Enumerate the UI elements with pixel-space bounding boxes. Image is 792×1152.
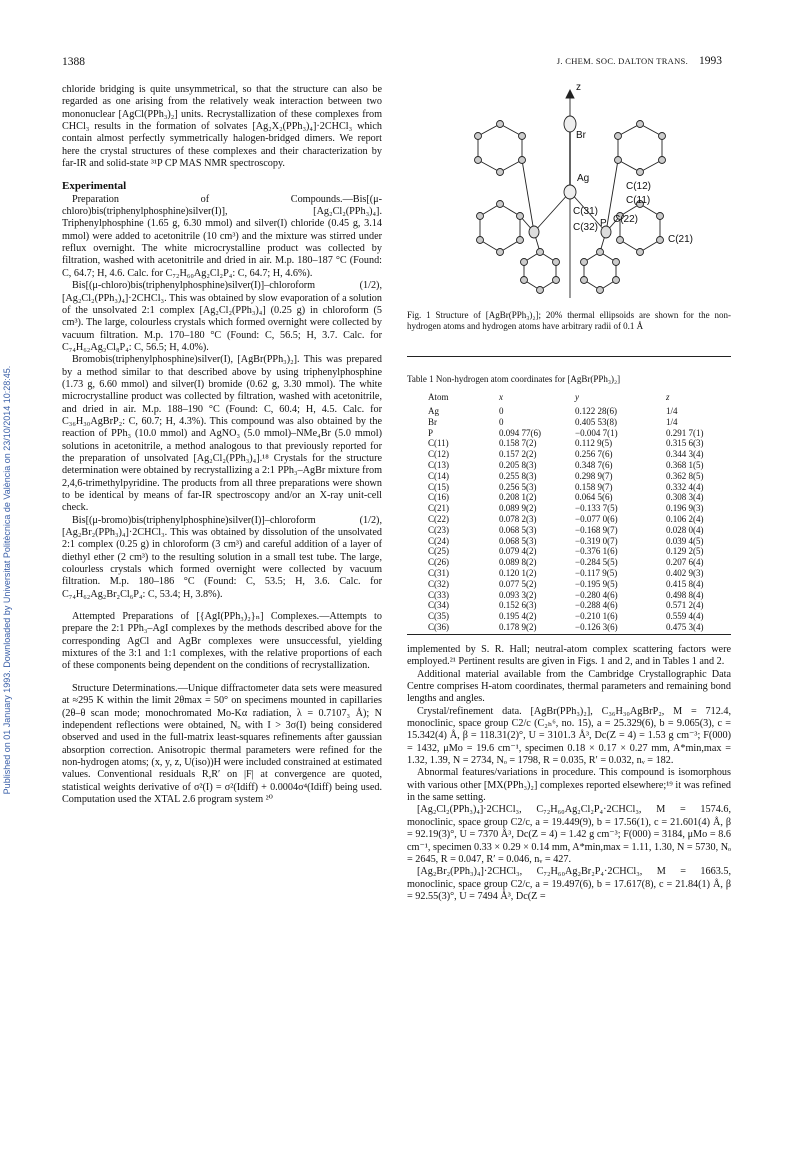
phenyl-ring-1 (618, 124, 662, 172)
col-header-atom: Atom (428, 392, 449, 402)
cell-x: 0.208 1(2) (499, 492, 537, 503)
download-notice[interactable]: Published on 01 January 1993. Downloaded by Universitat Politècnica de València on 23/10/2014 10:28:45. (2, 365, 12, 795)
z-axis-arrow (566, 90, 574, 98)
table-row (407, 525, 731, 536)
table-row (407, 482, 731, 493)
cell-atom: C(15) (428, 481, 449, 492)
p-atom-mirror (529, 226, 539, 238)
cell-atom: C(35) (428, 611, 449, 622)
cell-atom: P (428, 427, 434, 438)
cell-x: 0.255 8(3) (499, 470, 537, 481)
table-row (407, 600, 731, 611)
cell-x: 0.089 8(2) (499, 557, 537, 568)
table-row (407, 406, 731, 417)
label-c11: C(11) (626, 195, 651, 206)
cell-atom: C(31) (428, 567, 449, 578)
chloro-solvate-data-paragraph: [Ag₂Cl₂(PPh₃)₄]·2CHCl₃, C₇₂H₆₀Ag₂Cl₂P₄·2CHCl₃, M = 1574.6, monoclinic, space group C2/c, a = 19.449(9), b = 17.56(1), c = 21.601(4) Å, β = 92.19(3)°, U = 7370 Å³, Dc(Z = 4) = 1.42 g cm⁻³; F(000) = 3184, μMo = 8.6 cm⁻¹, specimen 0.33 × 0.29 × 0.14 mm, A*min,max = 1.11, 1.30, N = 5730, Nₒ = 2645, R = 0.047, R′ = 0.046, nᵥ = 427. (407, 804, 731, 865)
abnormal-features-paragraph: Abnormal features/variations in procedure. This compound is isomorphous with various other [MX(PPh₃)₂] complexes reported elsewhere;¹⁹ it was refined in the same setting. (407, 767, 731, 804)
cell-x: 0.094 77(6) (499, 427, 541, 438)
page-header (62, 56, 722, 72)
cell-y: 0.348 7(6) (575, 459, 613, 470)
col-header-x: x (499, 392, 503, 402)
cell-z: 0.571 2(4) (666, 600, 704, 611)
ag-p-bond-mirror (534, 192, 570, 232)
cell-z: 0.315 6(3) (666, 438, 704, 449)
cell-atom: Ag (428, 406, 439, 416)
cell-atom: C(16) (428, 492, 449, 503)
phenyl-ring-3-mirror (524, 252, 556, 290)
cell-y: 0.064 5(6) (575, 492, 613, 503)
crystal-data-paragraph: Crystal/refinement data. [AgBr(PPh₃)₂], C₃₆H₃₀AgBrP₂, M = 712.4, monoclinic, space group C2/c (C₂ₕ⁶, no. 15), a = 25.329(6), b = 9.065(3), c = 15.342(4) Å, β = 118.31(2)°, U = 3101.3 Å³, Dc(Z = 4) = 1.53 g cm⁻³; F(000) = 1432, μMo = 19.6 cm⁻¹, specimen 0.18 × 0.17 × 0.27 mm, A*min,max = 1.32, 1.39, N = 2734, Nₒ = 1798, R = 0.035, R′ = 0.032, nᵥ = 182. (407, 705, 731, 767)
table-header-row (407, 392, 731, 406)
cell-z: 0.332 4(4) (666, 481, 704, 492)
label-c12: C(12) (626, 181, 652, 192)
cell-x: 0.152 6(3) (499, 600, 537, 611)
ortep-drawing (430, 84, 710, 304)
table-row (407, 536, 731, 547)
cell-y: −0.376 1(6) (575, 546, 618, 557)
cell-atom: C(36) (428, 621, 449, 632)
intro-paragraph: chloride bridging is quite unsymmetrical, so that the structure can also be regarded as one arising from the relatively weak interaction between two mononuclear [AgCl(PPh₃)₂] units. Recrystallization of these complexes from CHCl₃ results in the formation of solvates [Ag₂X₂(PPh₃)₄]·2CHCl₃ which contain almost perfectly symmetrically halogen-bridged dimers. We report here the crystal structures of these complexes and their characterization by far-IR and solid-state ³¹P CP MAS NMR spectroscopy. (62, 84, 382, 170)
col-header-z: z (666, 392, 670, 402)
cell-atom: C(25) (428, 546, 449, 557)
cell-z: 1/4 (666, 406, 678, 416)
cell-z: 0.498 8(4) (666, 589, 704, 600)
cell-atom: Br (428, 416, 437, 427)
structure-determination-paragraph: Structure Determinations.—Unique diffractometer data sets were measured at ≈295 K within the limit 2θmax = 50° on specimens mounted in capillaries (2θ–θ scan mode; monochromated Mo-Kα radiation, λ = 0.7107₃ Å); N independent reflections were obtained, Nₒ with I > 3σ(I) being considered observed and used in the full-matrix least-squares refinements after gaussian absorption correction. Anisotropic thermal parameters were refined for the non-hydrogen atoms; (x, y, z, U(iso))H were included constrained at estimated values. Conventional residuals R,R′ on |F| at convergence are quoted, statistical weights derivative of σ²(I) = σ²(Idiff) + 0.0004σ⁴(Idiff) being used. Computation used the XTAL 2.6 program system ²⁰ (62, 682, 382, 805)
cell-y: −0.319 0(7) (575, 535, 618, 546)
cell-y: −0.168 9(7) (575, 524, 618, 535)
cell-y: −0.077 0(6) (575, 513, 618, 524)
cell-z: 0.475 3(4) (666, 621, 704, 632)
cell-y: −0.210 1(6) (575, 611, 618, 622)
label-c31: C(31) (573, 206, 599, 217)
cell-atom: C(33) (428, 589, 449, 600)
additional-material-paragraph: Additional material available from the Cambridge Crystallographic Data Centre comprises H-atom coordinates, thermal parameters and remaining bond lengths and angles. (407, 668, 731, 705)
right-column (407, 644, 731, 903)
label-c32: C(32) (573, 222, 599, 233)
cell-z: 0.415 8(4) (666, 578, 704, 589)
prep-paragraph-2: Bis[(μ-chloro)bis(triphenylphosphine)silver(I)]–chloroform (1/2), [Ag₂Cl₂(PPh₃)₄]·2CHCl₃. This was obtained by slow evaporation of a solution of the unsolvated 2:1 complex [Ag₂Cl₂(PPh₃)₄] (0.25 g) in chloroform (5 cm³). The large, colourless crystals which formed overnight were collected by vacuum filtration. M.p. 170–180 °C (Found: C, 56.5; H, 3.7. Calc. for C₇₄H₆₂Ag₂Cl₈P₄: C, 56.5; H, 4.0%). (62, 280, 382, 353)
cell-x: 0.068 5(3) (499, 535, 537, 546)
rule-below-table (407, 634, 731, 635)
label-p: P (600, 218, 607, 229)
table-1 (407, 392, 731, 633)
bromo-solvate-data-paragraph: [Ag₂Br₂(PPh₃)₄]·2CHCl₃, C₇₂H₆₀Ag₂Br₂P₄·2CHCl₃, M = 1663.5, monoclinic, space group C2/c, a = 19.497(6), b = 17.617(8), c = 21.84(1) Å, β = 92.55(3)°, U = 7494 Å³, Dc(Z = (407, 866, 731, 902)
label-z: z (576, 84, 581, 93)
table-row (407, 579, 731, 590)
cell-atom: C(34) (428, 600, 449, 611)
table-row (407, 449, 731, 460)
cell-y: −0.284 5(5) (575, 557, 618, 568)
cell-z: 0.344 3(4) (666, 449, 704, 460)
cell-x: 0.078 2(3) (499, 513, 537, 524)
table-row (407, 611, 731, 622)
table-row (407, 417, 731, 428)
download-watermark (0, 200, 14, 960)
cell-x: 0.077 5(2) (499, 578, 537, 589)
table-row (407, 471, 731, 482)
label-ag: Ag (577, 173, 590, 184)
cell-x: 0.205 8(3) (499, 459, 537, 470)
attempted-prep-paragraph: Attempted Preparations of [{AgI(PPh₃)₂}ₙ] Complexes.—Attempts to prepare the 2:1 PPh₃–AgI complexes by the methods described above for the corresponding AgCl and AgBr complexes were unsuccessful, yielding mixtures of the 3:1 and 1:1 complexes, with the relative proportions of each of these components being dependent on the conditions of recrystallization. (62, 611, 382, 672)
table-body (407, 406, 731, 633)
table-1-caption: Table 1 Non-hydrogen atom coordinates for [AgBr(PPh₃)₂] (407, 374, 621, 384)
cell-atom: C(26) (428, 557, 449, 568)
cell-y: 0.112 9(5) (575, 438, 613, 449)
cell-z: 0.196 9(3) (666, 503, 704, 514)
cell-atom: C(24) (428, 535, 449, 546)
phenyl-ring-1-mirror (478, 124, 522, 172)
ag-atom (564, 185, 576, 199)
cell-y: −0.126 3(6) (575, 621, 618, 632)
phenyl-ring-3 (584, 252, 616, 290)
cell-x: 0.068 5(3) (499, 524, 537, 535)
cell-atom: C(21) (428, 503, 449, 514)
cell-x: 0 (499, 406, 504, 416)
cell-z: 0.039 4(5) (666, 535, 704, 546)
cell-x: 0.195 4(2) (499, 611, 537, 622)
cell-atom: C(11) (428, 438, 449, 449)
cell-atom: C(14) (428, 470, 449, 481)
rule-above-table (407, 356, 731, 357)
cell-x: 0 (499, 416, 504, 427)
cell-z: 0.362 8(5) (666, 470, 704, 481)
label-c21: C(21) (668, 234, 694, 245)
table-row (407, 428, 731, 439)
cell-x: 0.093 3(2) (499, 589, 537, 600)
cell-y: 0.405 53(8) (575, 416, 617, 427)
cell-y: −0.133 7(5) (575, 503, 618, 514)
cell-x: 0.256 5(3) (499, 481, 537, 492)
page-number: 1388 (62, 56, 85, 68)
journal-name: J. CHEM. SOC. DALTON TRANS. (556, 56, 688, 66)
cell-z: 0.129 2(5) (666, 546, 704, 557)
cell-atom: C(12) (428, 449, 449, 460)
journal-year: 1993 (699, 55, 722, 67)
table-row (407, 557, 731, 568)
cell-z: 0.028 0(4) (666, 524, 704, 535)
prep-paragraph-1: Preparation of Compounds.—Bis[(μ-chloro)bis(triphenylphosphine)silver(I)], [Ag₂Cl₂(PPh₃)₄]. Triphenylphosphine (1.65 g, 6.30 mmol) and silver(I) chloride (0.45 g, 3.14 mmol) were added to acetonitrile (10 cm³) and the mixture was stirred under reflux overnight. The white microcrystalline product was collected by filtration, washed with acetonitrile and dried in air. M.p. 180–187 °C (Found: C, 64.7; H, 4.6. Calc. for C₇₂H₆₀Ag₂Cl₂P₄: C, 64.7; H, 4.6%). (62, 193, 382, 279)
cell-z: 0.106 2(4) (666, 513, 704, 524)
prep-paragraph-3: Bromobis(triphenylphosphine)silver(I), [AgBr(PPh₃)₂]. This was prepared by a method similar to that described above by using triphenylphosphine (1.73 g, 6.60 mmol) and silver(I) bromide (0.62 g, 3.30 mmol). The white microcrystalline product was collected by filtration, washed with acetonitrile, and dried in air. M.p. 188–190 °C (Found: C, 60.4; H, 4.5. Calc. for C₃₆H₃₀AgBrP₂: C, 60.7; H, 4.3%). This compound was also obtained by the reaction of PPh₃ (10.0 mmol) and AgNO₃ (5.0 mmol)–NMe₄Br (5.0 mmol) solutions in acetonitrile, a method analogous to that previously reported for the preparation of unsolvated [Ag₂Cl₂(PPh₃)₄].¹⁸ Crystals for the structure determination were obtained by recrystallizing a 2:1 PPh₃–AgBr mixture from 2,4,6-trimethylpyridine. The products from all three preparations were shown to be identical by means of far-IR spectroscopy and/or an X-ray unit-cell check. (62, 354, 382, 514)
cell-x: 0.158 7(2) (499, 438, 537, 449)
col-header-y: y (575, 392, 579, 402)
cell-z: 1/4 (666, 416, 678, 427)
cell-y: −0.117 9(5) (575, 567, 618, 578)
phenyl-ring-2 (620, 204, 660, 252)
table-row (407, 438, 731, 449)
table-row (407, 460, 731, 471)
br-atom (564, 116, 576, 132)
cell-y: 0.158 9(7) (575, 481, 613, 492)
cell-z: 0.402 9(3) (666, 567, 704, 578)
prep-paragraph-4: Bis[(μ-bromo)bis(triphenylphosphine)silver(I)]–chloroform (1/2), [Ag₂Br₂(PPh₃)₄]·2CHCl₃. This was obtained by dissolution of the unsolvated 2:1 complex (0.25 g) in chloroform (3 cm³) and careful addition of a layer of diethyl ether (2 cm³) to the resulting solution in a small test tube. The large, colourless crystals which formed overnight were collected by vacuum filtration. M.p. 180–186 °C (Found: C, 53.5; H, 3.6. Calc. for C₇₄H₆₂Ag₂Br₂Cl₆P₄: C, 53.4; H, 3.8%). (62, 514, 382, 600)
cell-y: 0.122 28(6) (575, 406, 617, 416)
table-row (407, 546, 731, 557)
cell-z: 0.559 4(4) (666, 611, 704, 622)
cell-y: −0.288 4(6) (575, 600, 618, 611)
cell-y: 0.256 7(6) (575, 449, 613, 460)
table-row (407, 514, 731, 525)
cell-z: 0.308 3(4) (666, 492, 704, 503)
label-c22: C(22) (613, 214, 639, 225)
figure-1-caption: Fig. 1 Structure of [AgBr(PPh₃)₂]; 20% thermal ellipsoids are shown for the non-hydrogen atoms and hydrogen atoms have arbitrary radii of 0.1 Å (407, 310, 731, 331)
left-column (62, 84, 382, 806)
cell-x: 0.120 1(2) (499, 567, 537, 578)
cell-x: 0.157 2(2) (499, 449, 537, 460)
table-row (407, 492, 731, 503)
cell-atom: C(23) (428, 524, 449, 535)
cell-y: −0.280 4(6) (575, 589, 618, 600)
cell-y: −0.004 7(1) (575, 427, 618, 438)
label-br: Br (576, 130, 586, 141)
continuation-paragraph: implemented by S. R. Hall; neutral-atom complex scattering factors were employed.²¹ Pertinent results are given in Figs. 1 and 2, and in Tables 1 and 2. (407, 644, 731, 668)
table-row (407, 622, 731, 633)
section-heading-experimental: Experimental (62, 180, 127, 193)
figure-1-structure (430, 84, 710, 304)
cell-atom: C(32) (428, 578, 449, 589)
cell-y: −0.195 9(5) (575, 578, 618, 589)
cell-x: 0.079 4(2) (499, 546, 537, 557)
table-row (407, 590, 731, 601)
cell-z: 0.291 7(1) (666, 427, 704, 438)
table-row (407, 568, 731, 579)
table-row (407, 503, 731, 514)
phenyl-ring-2-mirror (480, 204, 520, 252)
cell-x: 0.089 9(2) (499, 503, 537, 514)
cell-atom: C(22) (428, 513, 449, 524)
cell-z: 0.368 1(5) (666, 459, 704, 470)
cell-z: 0.207 6(4) (666, 557, 704, 568)
cell-y: 0.298 9(7) (575, 470, 613, 481)
cell-atom: C(13) (428, 459, 449, 470)
cell-x: 0.178 9(2) (499, 621, 537, 632)
